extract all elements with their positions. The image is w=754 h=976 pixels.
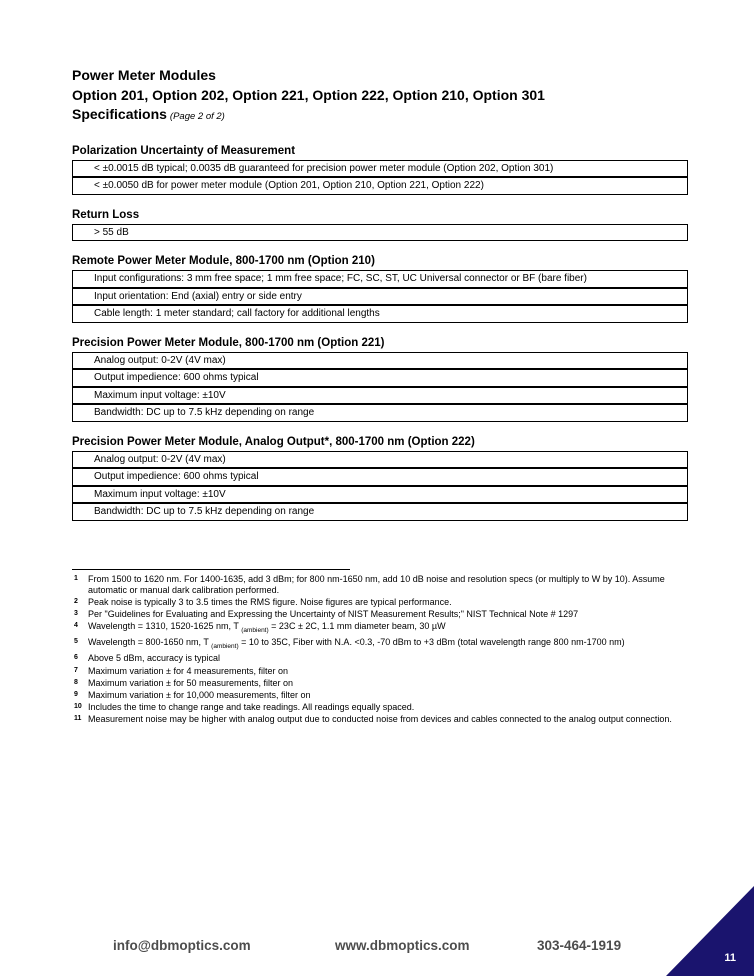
spec-row: Analog output: 0-2V (4V max) (72, 352, 688, 370)
footnote-10 (72, 702, 690, 713)
section-title: Polarization Uncertainty of Measurement (72, 144, 296, 157)
document-title: Power Meter Modules (72, 67, 216, 83)
footnote-number: 10 (74, 703, 82, 711)
spec-row: Input configurations: 3 mm free space; 1 mm free space; FC, SC, ST, UC Universal connector or BF (bare fiber) (72, 270, 688, 288)
footnote-number: 8 (74, 678, 78, 686)
footnote-number: 6 (74, 654, 78, 662)
corner-triangle (666, 886, 754, 976)
footnote-text: Wavelength = 800-1650 nm, T $_{(ambient)}$ = 10 to 35C, Fiber with N.A. <0.3, -70 dBm to +3 dBm (total wavelength range 800 nm-1700 nm) (88, 637, 625, 651)
spec-row: > 55 dB (72, 224, 688, 242)
spec-row: Analog output: 0-2V (4V max) (72, 451, 688, 469)
spec-row: Bandwidth: DC up to 7.5 kHz depending on range (72, 503, 688, 521)
spec-table (72, 224, 688, 242)
document-subtitle-specifications (72, 105, 690, 127)
spec-row: Bandwidth: DC up to 7.5 kHz depending on range (72, 404, 688, 422)
footnote-number: 3 (74, 610, 78, 618)
footnote-number: 1 (74, 574, 78, 582)
footnote-9 (72, 690, 690, 701)
footnote-text: Maximum variation ± for 10,000 measurements, filter on (88, 689, 311, 700)
page-note: (Page 2 of 2) (169, 111, 225, 122)
footnote-separator (72, 569, 350, 570)
spec-table (72, 160, 688, 195)
footnote-number: 11 (74, 715, 82, 723)
spec-row: Output impedience: 600 ohms typical (72, 468, 688, 486)
footnote-text: Wavelength = 1310, 1520-1625 nm, T $_{(ambient)}$ = 23C ± 2C, 1.1 mm diameter beam, 30 µW (88, 621, 446, 635)
footnote-text: Includes the time to change range and take readings. All readings equally spaced. (88, 702, 415, 713)
spec-row: Maximum input voltage: ±10V (72, 387, 688, 405)
footnote-2 (72, 597, 690, 608)
document-header (72, 66, 690, 127)
footnotes (72, 574, 690, 726)
section-precision-power-meter-221 (72, 337, 690, 422)
subscript-ambient: (ambient) (241, 627, 269, 635)
footnote-4 (72, 621, 690, 636)
footnote-number: 5 (74, 638, 78, 646)
footnote-number: 7 (74, 666, 78, 674)
footnote-text: Measurement noise may be higher with analog output due to conducted noise from devices and cables connected to the analog output connection. (88, 714, 672, 725)
section-return-loss (72, 209, 690, 242)
section-remote-power-meter-210 (72, 255, 690, 323)
footnote-text: Maximum variation ± for 50 measurements, filter on (88, 677, 294, 688)
section-precision-power-meter-222 (72, 436, 690, 521)
spec-table (72, 270, 688, 323)
page-number: 11 (724, 952, 736, 964)
subscript-ambient: (ambient) (211, 643, 239, 651)
footnote-text: Per "Guidelines for Evaluating and Expressing the Uncertainty of NIST Measurement Results;" NIST Technical Note # 1297 (88, 609, 579, 620)
spec-row: Cable length: 1 meter standard; call factory for additional lengths (72, 305, 688, 323)
footnote-3 (72, 609, 690, 620)
footnote-text: Maximum variation ± for 4 measurements, filter on (88, 665, 289, 676)
footnote-11 (72, 714, 690, 725)
spec-row: Output impedience: 600 ohms typical (72, 369, 688, 387)
footnote-text: From 1500 to 1620 nm. For 1400-1635, add 3 dBm; for 800 nm-1650 nm, add 10 dB noise and resolution specs (or multiply to W by 10). Assume automatic or manual dark calibration performed. (88, 573, 665, 595)
footnote-8 (72, 678, 690, 689)
spec-row: Input orientation: End (axial) entry or side entry (72, 288, 688, 306)
footer-phone: 303-464-1919 (537, 938, 622, 953)
spec-row: < ±0.0015 dB typical; 0.0035 dB guaranteed for precision power meter module (Option 202, Option 301) (72, 160, 688, 178)
footnote-text: Above 5 dBm, accuracy is typical (88, 653, 221, 664)
footnote-6 (72, 653, 690, 664)
section-polarization-uncertainty (72, 145, 690, 195)
footnote-text: Peak noise is typically 3 to 3.5 times the RMS figure. Noise figures are typical performance. (88, 596, 452, 607)
spec-table (72, 352, 688, 422)
footnote-5 (72, 637, 690, 652)
footnote-number: 2 (74, 597, 78, 605)
footnote-number: 4 (74, 622, 78, 630)
section-title: Precision Power Meter Module, 800-1700 nm (Option 221) (72, 336, 385, 349)
page-content (72, 66, 690, 727)
footnote-1 (72, 574, 690, 596)
section-title: Return Loss (72, 208, 140, 221)
spec-row: Maximum input voltage: ±10V (72, 486, 688, 504)
section-title: Remote Power Meter Module, 800-1700 nm (Option 210) (72, 255, 375, 267)
footer-website: www.dbmoptics.com (335, 938, 470, 953)
footnote-number: 9 (74, 690, 78, 698)
document-subtitle-options: Option 201, Option 202, Option 221, Option 222, Option 210, Option 301 (72, 86, 545, 103)
footnote-7 (72, 666, 690, 677)
section-title: Precision Power Meter Module, Analog Output*, 800-1700 nm (Option 222) (72, 435, 475, 448)
spec-table (72, 451, 688, 521)
spec-row: < ±0.0050 dB for power meter module (Option 201, Option 210, Option 221, Option 222) (72, 177, 688, 195)
footer-email: info@dbmoptics.com (113, 938, 251, 953)
specifications-label: Specifications (72, 106, 167, 122)
